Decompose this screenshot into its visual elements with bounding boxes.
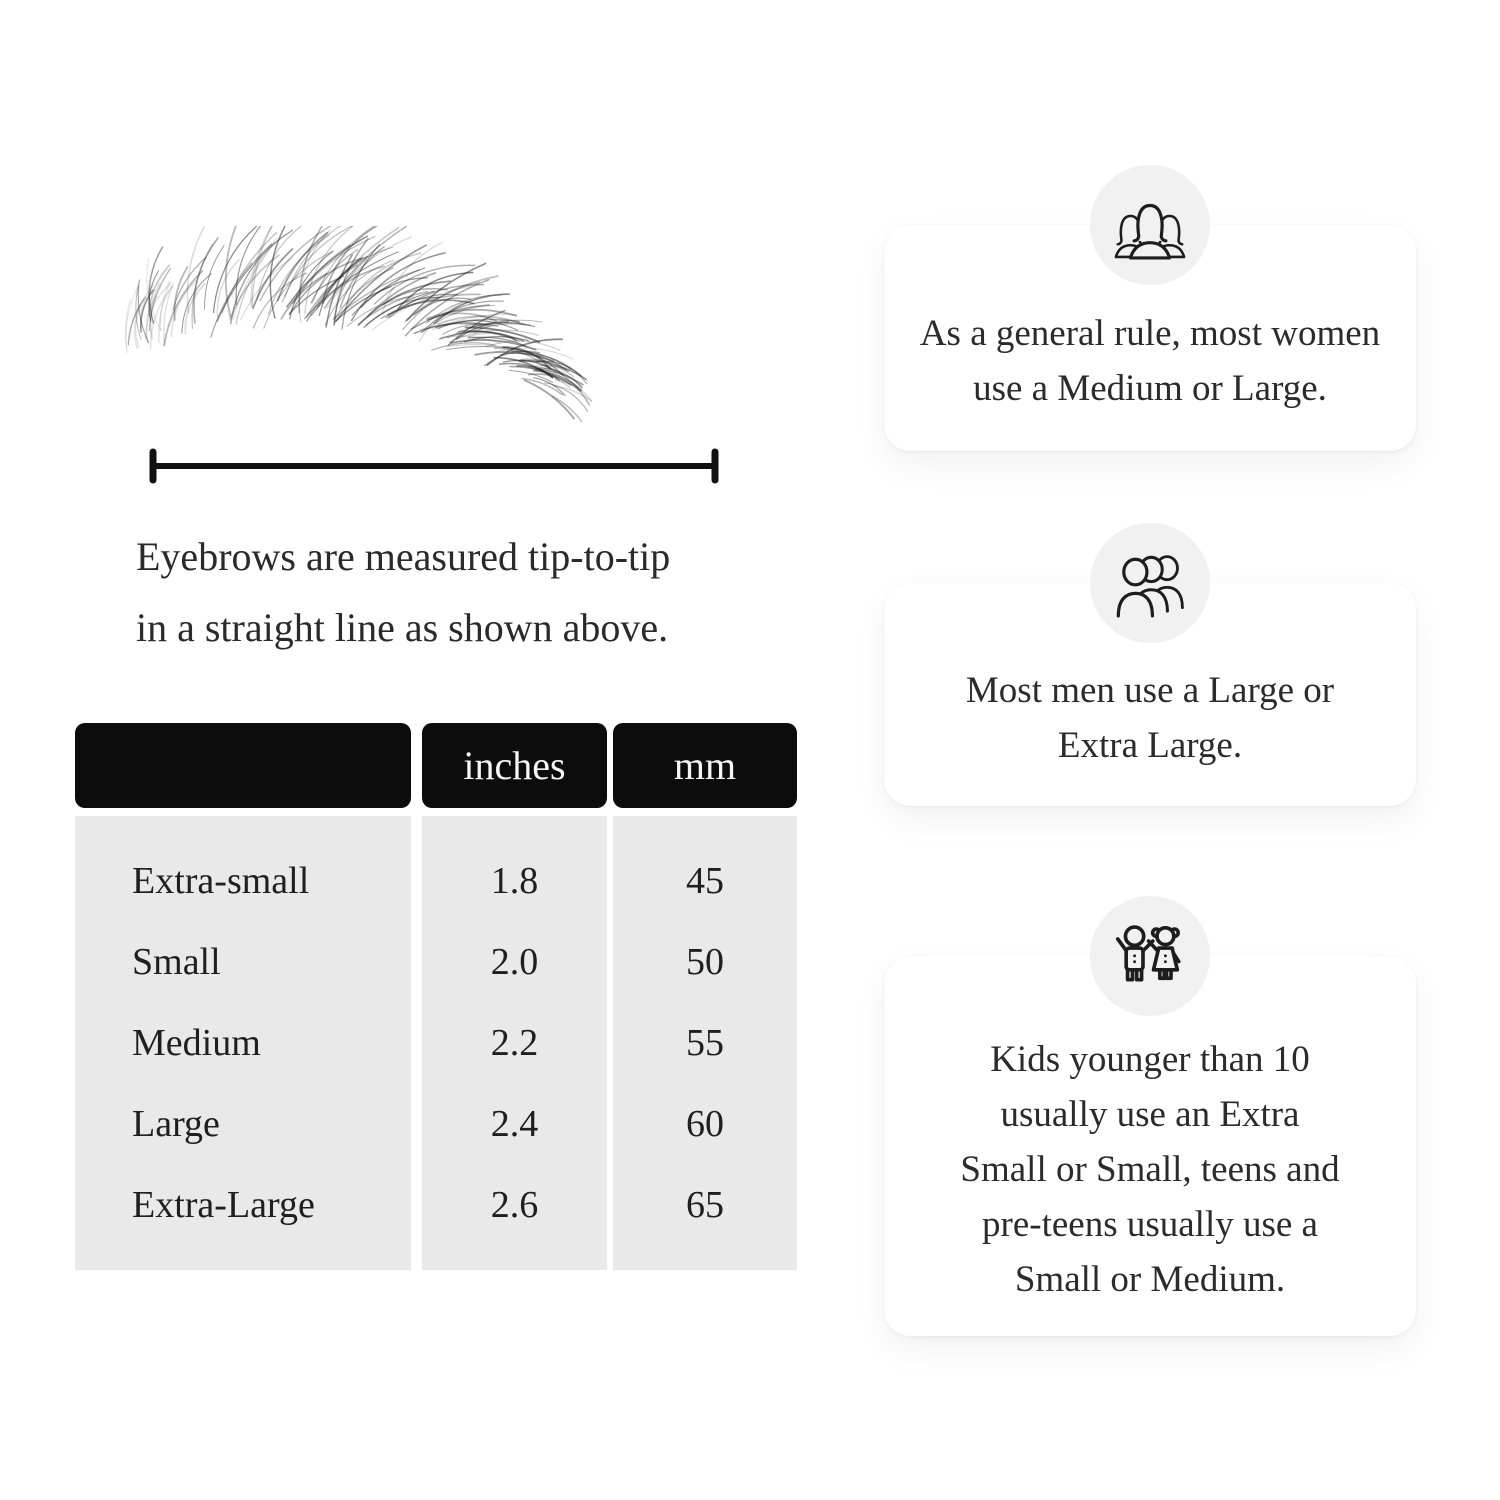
tip-card-kids-text — [960, 1032, 1339, 1307]
tip-card-men-text — [966, 663, 1334, 773]
tip-text-line: Extra Large. — [1057, 724, 1243, 766]
tip-text-line: usually use an Extra — [1000, 1093, 1300, 1135]
mm-cell: 60 — [686, 1102, 724, 1145]
size-table-header-inches: inches — [422, 723, 607, 808]
mm-cell: 65 — [686, 1183, 724, 1226]
inches-column — [422, 816, 607, 1270]
size-table-header-blank — [75, 723, 411, 808]
inches-cell: 2.6 — [490, 1183, 539, 1226]
men-group-icon — [1111, 544, 1189, 622]
tip-text-line: Most men use a Large or — [965, 669, 1335, 711]
tip-text-line: Small or Medium. — [1014, 1258, 1286, 1300]
size-name-column — [75, 816, 411, 1270]
tip-card-men-badge — [1090, 523, 1210, 643]
tip-card-kids — [884, 956, 1416, 1336]
mm-cell: 45 — [686, 860, 724, 903]
measurement-caption — [136, 521, 796, 663]
tip-text-line: Kids younger than 10 — [990, 1038, 1310, 1080]
eyebrow-hair-stroke — [211, 263, 252, 337]
measurement-line — [145, 448, 723, 484]
tip-card-women-badge — [1090, 165, 1210, 285]
inches-cell: 2.2 — [490, 1021, 539, 1064]
tip-text-line: As a general rule, most women — [919, 313, 1381, 354]
tip-text-line: pre-teens usually use a — [982, 1203, 1318, 1245]
size-cell: Medium — [132, 1021, 261, 1064]
inches-cell: 2.4 — [490, 1102, 539, 1145]
size-cell: Small — [132, 941, 221, 984]
caption-line-1: Eyebrows are measured tip-to-tip — [136, 534, 671, 579]
tip-text-line: Small or Small, teens and — [960, 1148, 1340, 1190]
size-cell: Extra-Large — [132, 1183, 315, 1226]
inches-cell: 1.8 — [490, 860, 539, 903]
women-group-icon — [1111, 186, 1189, 264]
size-table — [75, 723, 797, 1270]
tip-card-kids-badge — [1090, 896, 1210, 1016]
mm-cell: 50 — [686, 941, 724, 984]
eyebrow-illustration — [112, 226, 592, 426]
size-table-header-row — [75, 723, 797, 808]
size-cell: Large — [132, 1102, 220, 1145]
tip-card-men — [884, 583, 1416, 806]
mm-column — [613, 816, 797, 1270]
eyebrow-hairs-drawing — [112, 226, 592, 426]
tip-card-women-text — [920, 306, 1380, 416]
size-table-header-mm: mm — [613, 723, 797, 808]
size-cell: Extra-small — [132, 860, 310, 903]
size-table-body — [75, 816, 797, 1270]
caption-line-2: in a straight line as shown above. — [136, 605, 669, 650]
mm-cell: 55 — [686, 1021, 724, 1064]
inches-cell: 2.0 — [490, 941, 539, 984]
tip-card-women — [884, 225, 1416, 451]
kids-icon — [1111, 917, 1189, 995]
tip-text-line: use a Medium or Large. — [973, 368, 1327, 409]
